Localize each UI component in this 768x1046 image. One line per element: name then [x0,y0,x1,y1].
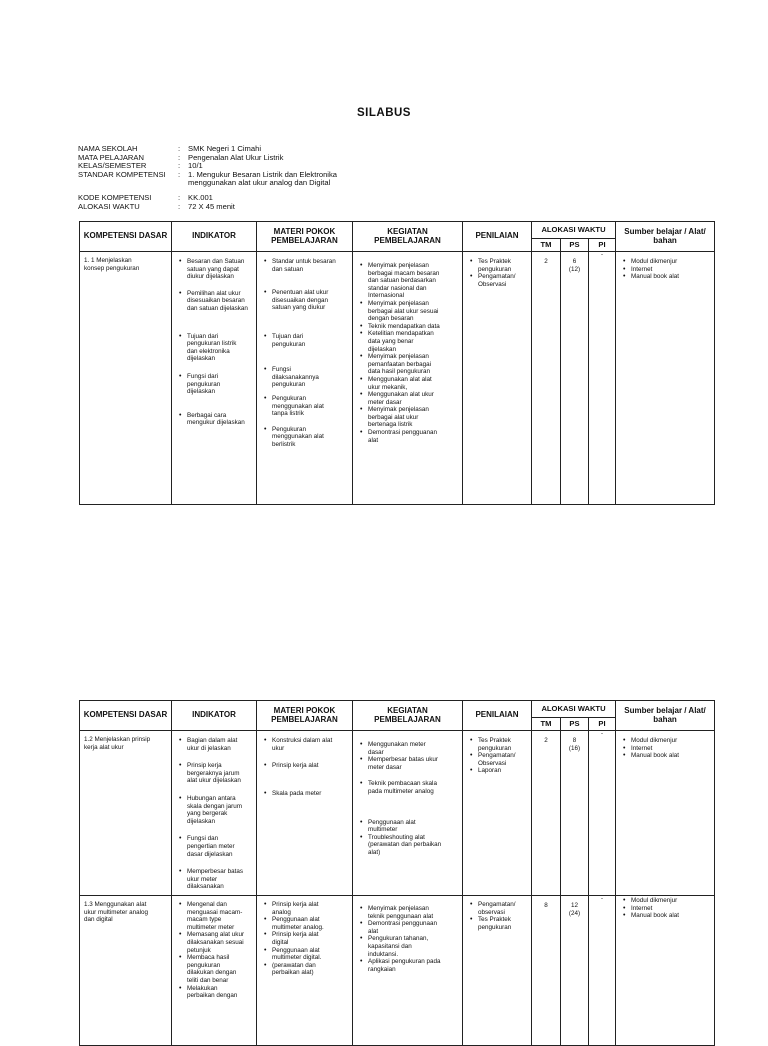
header-sumber: Sumber belajar / Alat/ bahan [616,701,715,731]
list-item: • Pengukuran menggunakan alat berlistrik [262,426,347,449]
header-kompetensi: KOMPETENSI DASAR [80,701,172,731]
list-item: • Demontrasi penggunaan alat [358,920,457,935]
info-label: MATA PELAJARAN [78,152,144,162]
syllabus-table [79,221,715,505]
header-pi: PI [589,239,616,252]
info-label: NAMA SEKOLAH [78,144,138,153]
header-ps: PS [561,718,589,731]
list-item: • Menggunakan meter dasar [358,741,457,756]
sumber-cell [616,731,715,896]
info-value: KK.001 [188,192,213,202]
kd-text: 1.3 Menggunakan alat ukur multimeter analog dan digital [84,901,149,924]
header-tm: TM [532,239,561,252]
header-sumber: Sumber belajar / Alat/ bahan [616,222,715,252]
list-item: • Teknik pembacaan skala pada multimeter analog [358,780,457,795]
info-row-competency [78,171,337,188]
info-row-time [78,203,337,212]
list-item: • Pengamatan/ Observasi [468,752,526,767]
list-item: • Penggunaan alat multimeter [358,819,457,834]
list-item: • Skala pada meter [262,790,347,798]
list-item: • Pengamatan/ observasi [468,901,526,916]
kd-cell [80,896,172,1046]
list-item: • Memperbesar batas ukur meter dilaksanakan [177,868,251,891]
list-item: • Menyimak penjelasan berbagai macam besaran dan satuan berdasarkan standar nasional dan Internasional [358,262,457,300]
header-ps: PS [561,239,589,252]
list-item: • Demontrasi pengguanan alat [358,429,457,444]
list-item: • Penggunaan alat multimeter analog. [262,916,347,931]
kegiatan-cell [353,896,463,1046]
kegiatan-cell [353,731,463,896]
list-item: • Ketelitian mendapatkan data yang benar dijelaskan [358,330,457,353]
header-indikator: INDIKATOR [172,701,257,731]
list-item: • Tes Praktek pengukuran [468,258,526,273]
table-header-row [80,222,715,239]
list-item: • Modul dikmenjur [621,258,709,266]
indikator-cell [172,896,257,1046]
list-item: • Penentuan alat ukur disesuaikan dengan satuan yang diukur [262,289,347,312]
list-item: • Internet [621,745,709,753]
page-title: SILABUS [357,107,411,119]
list-item: • Teknik mendapatkan data [358,323,457,331]
list-item: • Pengukuran menggunakan alat tanpa listrik [262,395,347,418]
list-item: • Memperbesar batas ukur meter dasar [358,756,457,771]
list-item: • Modul dikmenjur [621,897,709,905]
header-kegiatan: KEGIATAN PEMBELAJARAN [353,222,463,252]
list-item: • Melakukan perbaikan dengan [177,985,251,1000]
tm-value: 2 [544,737,548,744]
list-item: • Manual book alat [621,752,709,760]
header-pi: PI [589,718,616,731]
list-item: • (perawatan dan perbaikan alat) [262,962,347,977]
list-item: • Menggunakan alat alat ukur mekanik, [358,376,457,391]
ps-value: 8 (16) [568,737,581,752]
pi-cell [589,252,616,505]
list-item: • Laporan [468,767,526,775]
list-item: • Menyimak penjelasan pemanfaatan berbagai data hasil pengukuran [358,353,457,376]
info-label: ALOKASI WAKTU [78,201,140,211]
list-item: • Fungsi dan pengertian meter dasar dijelaskan [177,835,251,858]
header-kegiatan: KEGIATAN PEMBELAJARAN [353,701,463,731]
list-item: • Prinsip kerja bergeraknya jarum alat ukur dijelaskan [177,762,251,785]
list-item: • Konstruksi dalam alat ukur [262,737,347,752]
header-penilaian: PENILAIAN [463,701,532,731]
info-label: STANDAR KOMPETENSI [78,169,166,179]
pi-cell [589,731,616,896]
header-alokasi: ALOKASI WAKTU [532,222,616,239]
pi-value: - [601,731,603,737]
header-materi: MATERI POKOK PEMBELAJARAN [257,701,353,731]
info-separator: : [178,144,181,153]
list-item: • Fungsi dari pengukuran dijelaskan [177,373,251,396]
list-item: • Membaca hasil pengukuran dilakukan dengan teliti dan benar [177,954,251,984]
info-separator: : [178,161,181,171]
list-item: • Internet [621,905,709,913]
info-separator: : [178,169,181,179]
syllabus-table [79,700,715,1046]
info-label: KODE KOMPETENSI [78,192,152,202]
list-item: • Tes Praktek pengukuran [468,737,526,752]
list-item: • Menggunakan alat ukur meter dasar [358,391,457,406]
materi-cell [257,252,353,505]
pi-value: - [601,896,603,902]
list-item: • Hubungan antara skala dengan jarum yang bergerak dijelaskan [177,795,251,825]
info-value: 10/1 [188,161,203,171]
list-item: • Berbagai cara mengukur dijelaskan [177,412,251,427]
penilaian-cell [463,252,532,505]
list-item: • Manual book alat [621,912,709,920]
list-item: • Prinsip kerja alat analog [262,901,347,916]
pi-cell [589,896,616,1046]
list-item: • Pemilihan alat ukur disesuaikan besaran dan satuan dijelaskan [177,290,251,313]
kd-text: 1.2 Menjelaskan prinsip kerja alat ukur [84,736,151,751]
sumber-cell [616,896,715,1046]
table-row [80,731,715,896]
ps-cell [561,731,589,896]
header-indikator: INDIKATOR [172,222,257,252]
info-separator: : [178,201,181,211]
list-item: • Menyimak penjelasan teknik penggunaan alat [358,905,457,920]
pi-value: - [601,252,603,258]
header-kompetensi: KOMPETENSI DASAR [80,222,172,252]
info-separator: : [178,152,181,162]
indikator-cell [172,731,257,896]
list-item: • Tes Praktek pengukuran [468,916,526,931]
info-value: SMK Negeri 1 Cimahi [188,144,262,153]
kd-text: 1. 1 Menjelaskan konsep pengukuran [84,257,140,272]
list-item: • Modul dikmenjur [621,737,709,745]
ps-cell [561,896,589,1046]
list-item: • Tujuan dari pengukuran listrik dan elektronika dijelaskan [177,333,251,363]
list-item: • Manual book alat [621,273,709,281]
info-value: 72 X 45 menit [188,201,235,211]
table-header-row [80,701,715,718]
info-value: Pengenalan Alat Ukur Listrik [188,152,284,162]
list-item: • Menyimak penjelasan berbagai alat ukur sesuai dengan besaran [358,300,457,323]
penilaian-cell [463,731,532,896]
header-tm: TM [532,718,561,731]
tm-cell [532,896,561,1046]
header-penilaian: PENILAIAN [463,222,532,252]
tm-cell [532,252,561,505]
ps-value: 12 (24) [568,902,581,917]
list-item: • Pengamatan/ Observasi [468,273,526,288]
list-item: • Menyimak penjelasan berbagai alat ukur bertenaga listrik [358,406,457,429]
list-item: • Internet [621,266,709,274]
ps-value: 6 (12) [568,258,581,273]
kd-cell [80,731,172,896]
list-item: • Memasang alat ukur dilaksanakan sesuai petunjuk [177,931,251,954]
ps-cell [561,252,589,505]
header-alokasi: ALOKASI WAKTU [532,701,616,718]
list-item: • Penggunaan alat multimeter digital. [262,947,347,962]
list-item: • Fungsi dilaksanakannya pengukuran [262,366,347,389]
kegiatan-cell [353,252,463,505]
tm-value: 2 [544,258,548,265]
list-item: • Troubleshouting alat (perawatan dan perbaikan alat) [358,834,457,857]
list-item: • Aplikasi pengukuran pada rangkaian [358,958,457,973]
list-item: • Bagian dalam alat ukur di jelaskan [177,737,251,752]
kd-cell [80,252,172,505]
sumber-cell [616,252,715,505]
list-item: • Pengukuran tahanan, kapasitansi dan induktansi. [358,935,457,958]
penilaian-cell [463,896,532,1046]
document-info [78,145,337,211]
materi-cell [257,731,353,896]
tm-value: 8 [544,902,548,909]
list-item: • Standar untuk besaran dan satuan [262,258,347,273]
info-value: 1. Mengukur Besaran Listrik dan Elektronika menggunakan alat ukur analog dan Digital [188,169,337,188]
materi-cell [257,896,353,1046]
list-item: • Prinsip kerja alat [262,762,347,770]
list-item: • Besaran dan Satuan satuan yang dapat diukur dijelaskan [177,258,251,281]
info-label: KELAS/SEMESTER [78,161,147,171]
list-item: • Mengenal dan menguasai macam- macam type multimeter meter [177,901,251,931]
indikator-cell [172,252,257,505]
tm-cell [532,731,561,896]
header-materi: MATERI POKOK PEMBELAJARAN [257,222,353,252]
info-separator: : [178,192,181,202]
table-row [80,896,715,1046]
list-item: • Tujuan dari pengukuran [262,333,347,348]
table-row [80,252,715,505]
list-item: • Prinsip kerja alat digital [262,931,347,946]
